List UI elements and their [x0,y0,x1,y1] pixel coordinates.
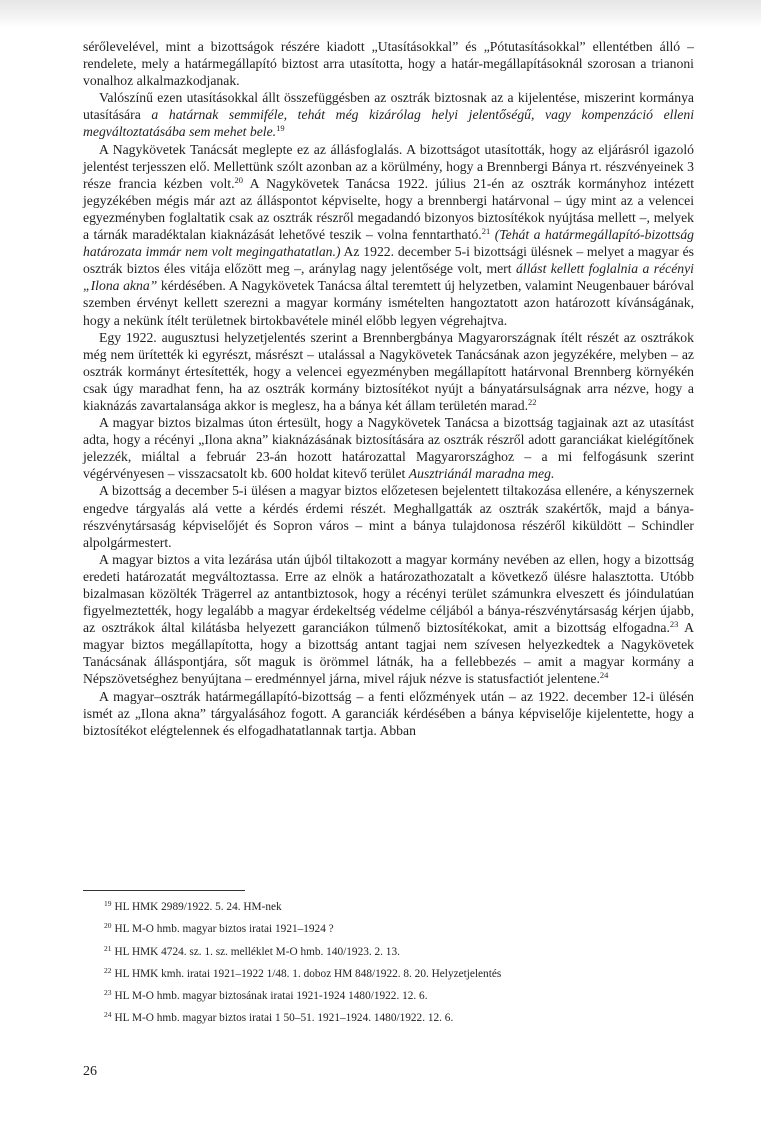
footnotes [104,896,664,1030]
text-run: A bizottság a december 5-i ülésen a magyar biztos előzetesen bejelentett tiltakozása ellenére, a kényszernek engedve tárgyalás alá vette a kérdés érdemi részét. Meghallgatták az osztrák szakértők, majd a bánya-részvénytársaság képviselőjét és Sopron város – mint a bánya tulajdonosa részéről kiküldött – Schindler alpolgármestert. [83,483,694,550]
paragraph [83,482,694,550]
footnote-number: 24 [104,1010,112,1020]
footnote-text: HL HMK kmh. iratai 1921–1922 1/48. 1. doboz HM 848/1922. 8. 20. Helyzetjelentés [114,967,502,980]
text-run: A magyar biztos megállapította, hogy a bizottság antant tagjai nem szívesen helyezkedtek a Nagykövetek Tanácsának álláspontjára, sőt maguk is örömmel látnák, ha a fellebbezés – amit a magyar kormány a Népszövetséghez benyújtana – eredménnyel járna, mivel rájuk nézve is statusfactiót jelentene. [83,620,694,687]
text-run: A magyar biztos bizalmas úton értesült, hogy a Nagykövetek Tanácsa a bizottság tagjainak azt az utasítást adta, hogy a récényi „Ilona akna” kiaknázásának biztosítására az osztrák részről adott garanciákat kielégítőnek jelezzék, miáltal a február 23-án hozott határozattal Magyarországhoz – a mi felfogásunk szerint végérvényesen – visszacsatolt kb. 600 holdat kitevő terület [83,415,694,482]
paragraph [83,329,694,414]
italic-text: a határnak semmiféle, tehát még kizárólag helyi jelentőségű, vagy kompenzáció elleni megváltoztatásába sem mehet bele. [83,107,694,140]
footnote-number: 22 [104,965,112,975]
footnote-ref: 22 [528,396,537,407]
footnote-ref: 19 [276,123,285,134]
text-run: sérőlevelével, mint a bizottságok részére kiadott „Utasításokkal” és „Pótutasításokkal” ellentétben álló – rendelete, mely a határmegállapító biztost arra utasította, hogy a határ-megállapításoknál szorosan a trianoni vonalhoz alkalmazkodjanak. [83,39,694,89]
footnote-text: HL HMK 2989/1922. 5. 24. HM-nek [114,901,282,913]
paragraph [83,688,694,739]
italic-text: állást kellett foglalnia a récényi „Ilona akna” [83,261,694,294]
footnote-ref: 24 [599,670,609,681]
footnote [104,896,664,918]
footnote-ref: 21 [481,226,491,237]
footnote-text: HL HMK 4724. sz. 1. sz. melléklet M-O hmb. 140/1923. 2. 13. [114,945,400,958]
footnote-ref: 23 [669,619,679,630]
footnote [104,985,664,1007]
paragraph [83,141,694,329]
text-run: kérdésében. A Nagykövetek Tanácsa által teremtett új helyzetben, valamint Neugenbauer báróval szemben érvényt kellett szerezni a magyar kormány ismételten hangoztatott azon határozott kívánságának, hogy a nekünk ítélt területnek birtokbavétele minél előbb legyen végrehajtva. [83,278,694,328]
footnote-text: HL M-O hmb. magyar biztos iratai 1921–1924 ? [114,923,334,936]
text-run: A magyar biztos a vita lezárása után újból tiltakozott a magyar kormány nevében az ellen, hogy a bizottság eredeti határozatát megváltoztassa. Erre az elnök a határozathozatalt a következő ülésre halasztotta. Utóbb bizalmasan közölték Trägerrel az antantbiztosok, hogy a récényi terület számunkra elveszett és jóindulatúan figyelmeztették, hogy legalább a magyar érdekeltség védelme céljából a bánya-részvénytársaság kérjen újabb, az osztrákok által kilátásba helyezett garanciákon túlmenő biztosítékokat, amit a bizottság elfogadna. [83,551,694,636]
text-run: Az 1922. december 5-i bizottsági ülésnek – melyet a magyar és osztrák biztos éles vitája előzött meg –, aránylag nagy jelentősége volt, mert [83,244,694,277]
footnote [104,918,664,940]
body-text [83,38,694,739]
footnote-number: 21 [104,943,112,953]
footnote [104,941,664,963]
text-run: A Nagykövetek Tanácsa 1922. július 21-én az osztrák kormányhoz intézett jegyzékében mégis már azt az álláspontot képviselte, hogy a brennbergi határvonal – úgy mint az a velencei egyezményben foglaltatik csak az osztrák részről megadandó bizonyos biztosítékok nyújtása mellett –, melyek a tárnák maradéktalan kiaknázását lehetővé teszik – volna fenntartható. [83,175,695,243]
footnote-text: HL M-O hmb. magyar biztos iratai 1 50–51. 1921–1924. 1480/1922. 12. 6. [114,1012,454,1025]
text-run: A Nagykövetek Tanácsát meglepte ez az állásfoglalás. A bizottságot utasították, hogy az eljárásról igazoló jelentést terjesszen elő. Mellettünk szólt azonban az a körülmény, hogy a Brennbergi Bánya rt. részvényeinek 3 része francia kézben volt. [83,141,694,191]
footnote-separator [83,890,245,891]
italic-text: Ausztriánál maradna meg. [408,466,555,482]
text-run: Valószínű ezen utasításokkal állt összefüggésben az osztrák biztosnak az a kijelentése, miszerint kormánya utasítására [83,90,694,123]
paragraph [83,414,694,482]
page-content [83,38,694,739]
paragraph [83,89,694,140]
footnote [104,1007,664,1029]
footnote-number: 19 [104,899,112,908]
text-run: Egy 1922. augusztusi helyzetjelentés szerint a Brennbergbánya Magyarországnak ítélt részét az osztrákok még nem ürítették ki egyrészt, másrészt – utalással a Nagykövetek Tanácsának azon jegyzékére, melyben – az osztrák kormányt értesítették, hogy a velencei egyezményben megállapított határvonal Brennberg környékén csak úgy maradhat fenn, ha az osztrák kormány biztosítékot nyújt a bányatársulságnak arra nézve, hogy a kiaknázás zavartalansága akkor is meglesz, ha a bánya két állam területén marad. [83,329,694,413]
paragraph [83,551,694,688]
footnote [104,963,664,985]
footnote-number: 23 [104,988,112,998]
italic-text: (Tehát a határmegállapító-bizottság határozata immár nem volt megingathatatlan.) [83,227,695,260]
page-number: 26 [83,1064,97,1079]
paragraph [83,38,694,89]
scan-top-shade [0,0,761,28]
text-run: A magyar–osztrák határmegállapító-bizottság – a fenti előzmények után – az 1922. december 12-i ülésén ismét az „Ilona akna” tárgyalásához fogott. A garanciák kérdésében a bánya képviselője kijelentette, hogy a biztosítékot elégtelennek és elfogadhatatlannak tartja. Abban [83,688,694,738]
footnote-number: 20 [104,921,112,931]
footnote-ref: 20 [234,174,244,185]
footnote-text: HL M-O hmb. magyar biztosának iratai 1921-1924 1480/1922. 12. 6. [114,990,428,1003]
